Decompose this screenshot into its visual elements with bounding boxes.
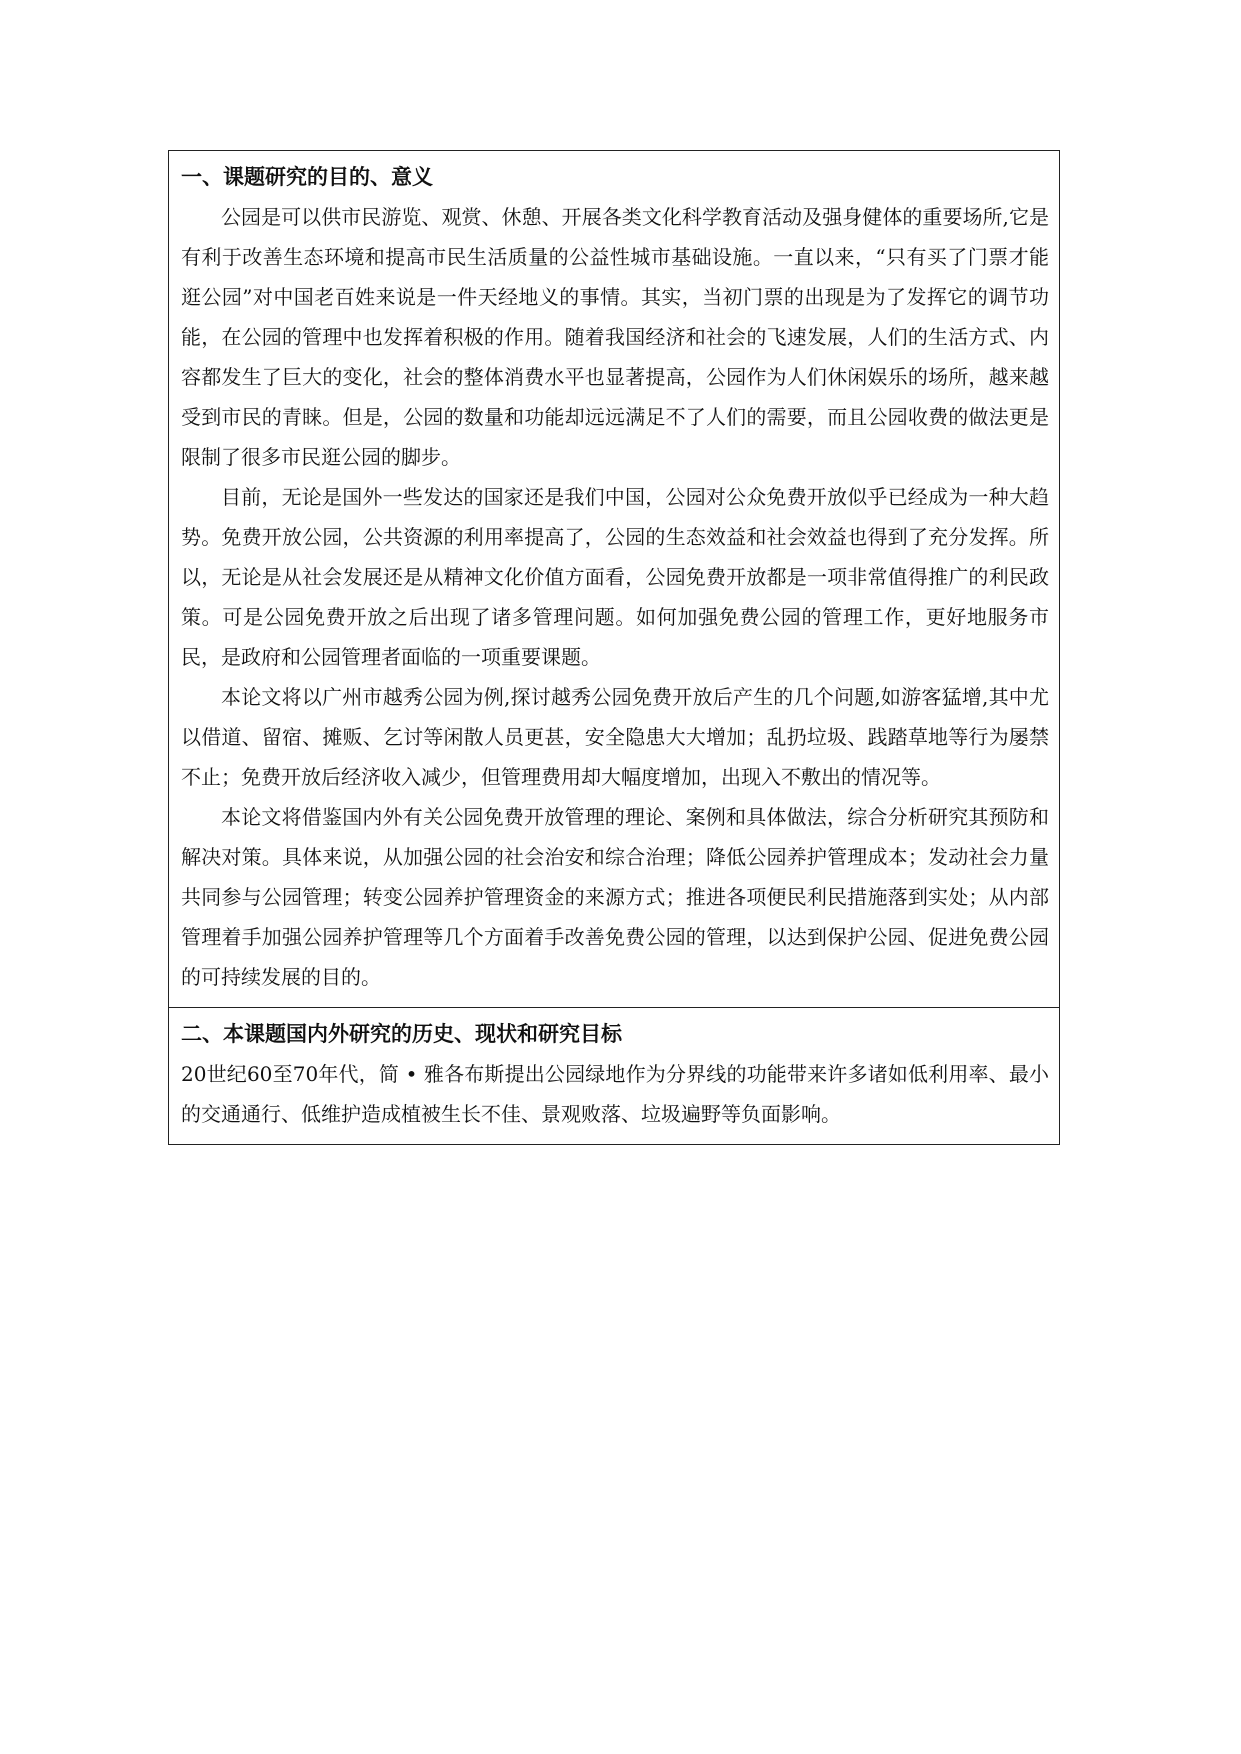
section-purpose	[169, 151, 1059, 1007]
paragraph: 20世纪60至70年代，简 • 雅各布斯提出公园绿地作为分界线的功能带来许多诸如低利用率、最小的交通通行、低维护造成植被生长不佳、景观败落、垃圾遍野等负面影响。	[181, 1062, 1049, 1126]
proposal-table	[168, 150, 1060, 1145]
section-heading: 一、课题研究的目的、意义	[181, 165, 433, 189]
paragraph: 目前，无论是国外一些发达的国家还是我们中国，公园对公众免费开放似乎已经成为一种大趋势。免费开放公园，公共资源的利用率提高了，公园的生态效益和社会效益也得到了充分发挥。所以，无论是从社会发展还是从精神文化价值方面看，公园免费开放都是一项非常值得推广的利民政策。可是公园免费开放之后出现了诸多管理问题。如何加强免费公园的管理工作，更好地服务市民，是政府和公园管理者面临的一项重要课题。	[181, 485, 1049, 669]
section-history	[169, 1007, 1059, 1144]
paragraph: 本论文将以广州市越秀公园为例,探讨越秀公园免费开放后产生的几个问题,如游客猛增,其中尤以借道、留宿、摊贩、乞讨等闲散人员更甚，安全隐患大大增加；乱扔垃圾、践踏草地等行为屡禁不止；免费开放后经济收入减少，但管理费用却大幅度增加，出现入不敷出的情况等。	[181, 685, 1049, 789]
paragraph: 本论文将借鉴国内外有关公园免费开放管理的理论、案例和具体做法，综合分析研究其预防和解决对策。具体来说，从加强公园的社会治安和综合治理；降低公园养护管理成本；发动社会力量共同参与公园管理；转变公园养护管理资金的来源方式；推进各项便民利民措施落到实处；从内部管理着手加强公园养护管理等几个方面着手改善免费公园的管理，以达到保护公园、促进免费公园的可持续发展的目的。	[181, 805, 1049, 989]
section-heading: 二、本课题国内外研究的历史、现状和研究目标	[181, 1022, 622, 1046]
paragraph: 公园是可以供市民游览、观赏、休憩、开展各类文化科学教育活动及强身健体的重要场所,它是有利于改善生态环境和提高市民生活质量的公益性城市基础设施。一直以来，“只有买了门票才能逛公园”对中国老百姓来说是一件天经地义的事情。其实，当初门票的出现是为了发挥它的调节功能，在公园的管理中也发挥着积极的作用。随着我国经济和社会的飞速发展，人们的生活方式、内容都发生了巨大的变化，社会的整体消费水平也显著提高，公园作为人们休闲娱乐的场所，越来越受到市民的青睐。但是，公园的数量和功能却远远满足不了人们的需要，而且公园收费的做法更是限制了很多市民逛公园的脚步。	[181, 205, 1049, 469]
